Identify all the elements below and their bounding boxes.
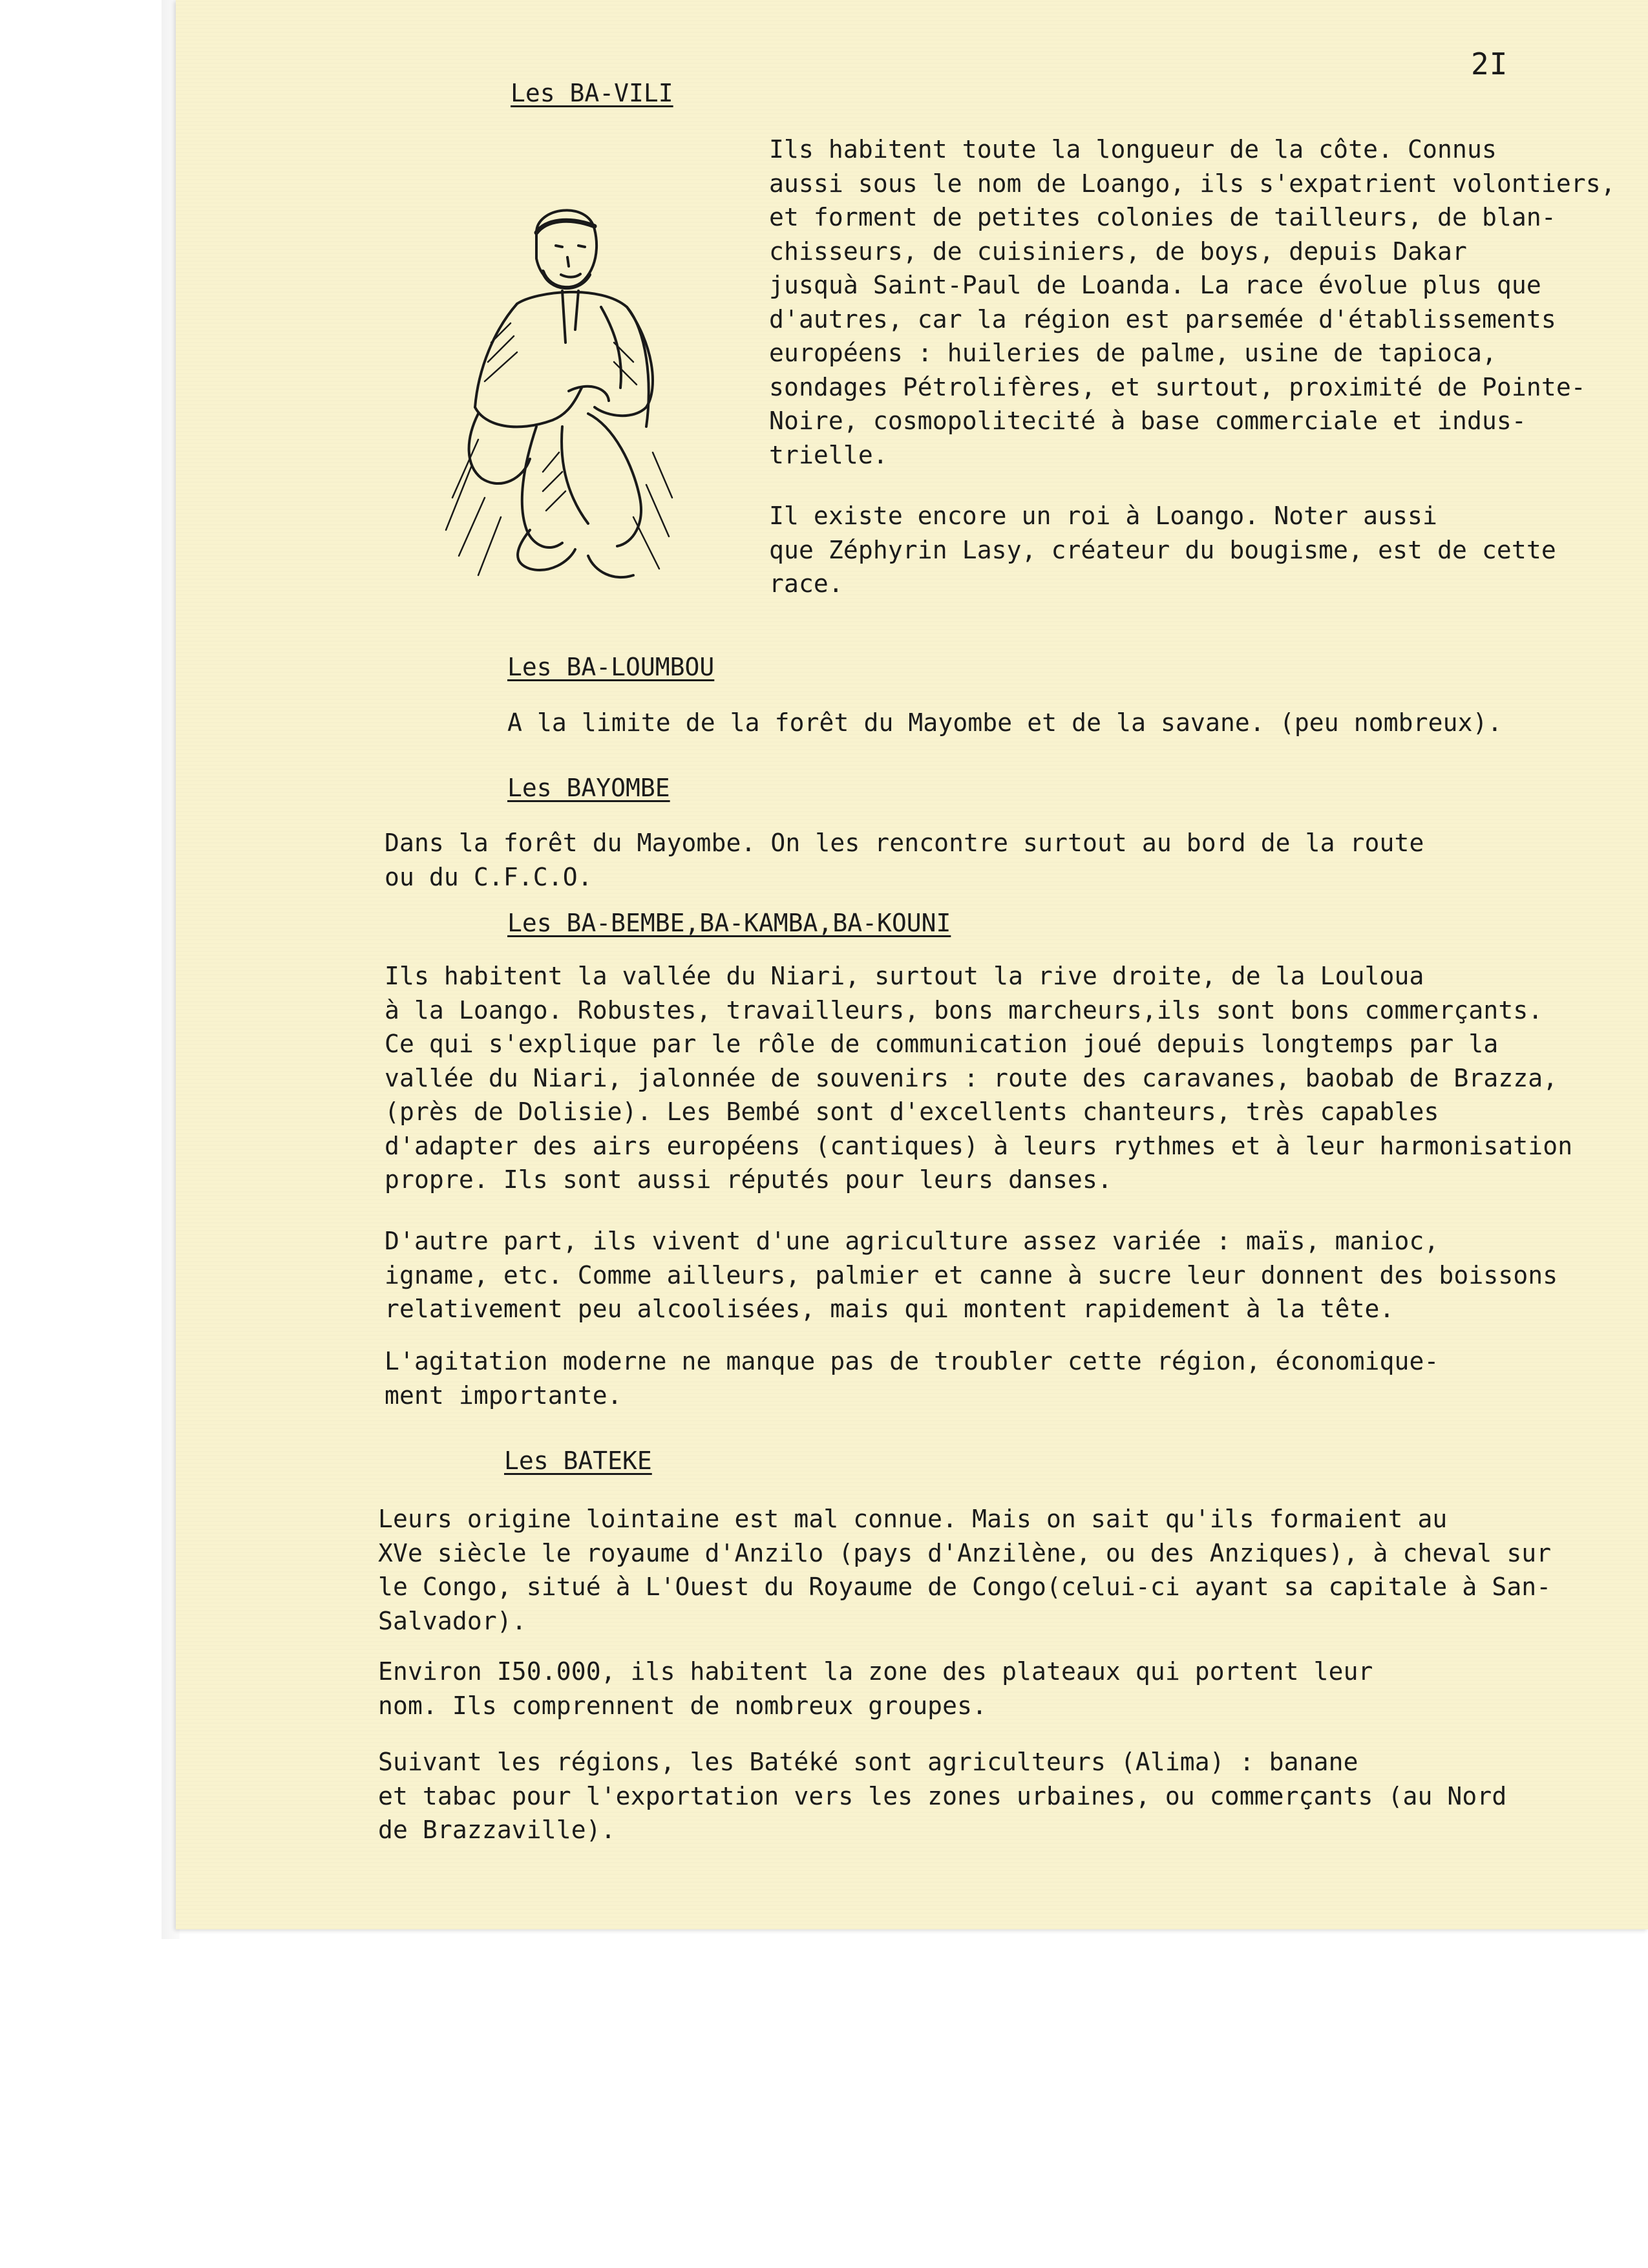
ba-bembe-paragraph-3: L'agitation moderne ne manque pas de troubler cette région, économique- ment importante. xyxy=(385,1347,1439,1410)
heading-ba-vili: Les BA-VILI xyxy=(511,79,673,107)
bateke-paragraph-1: Leurs origine lointaine est mal connue. Mais on sait qu'ils formaient au XVe siècle le royaume d'Anzilo (pays d'Anzilène, ou des Anziques), à cheval sur le Congo, situé à L'Ouest du Royaume de Congo(celui-ci ayant sa capitale à San- Salvador). xyxy=(378,1505,1552,1635)
ba-bembe-paragraph-1: Ils habitent la vallée du Niari, surtout la rive droite, de la Louloua à la Loango. Robustes, travailleurs, bons marcheurs,ils sont bons commerçants. Ce qui s'explique par le rôle de communication joué depuis longtemps par la vallée du Niari, jalonnée de souvenirs : route des caravanes, baobab de Brazza, (près de Dolisie). Les Bembé sont d'excellents chanteurs, très capables d'adapter des airs européens (cantiques) à leurs rythmes et à leur harmonisation propre. Ils sont aussi réputés pour leurs danses. xyxy=(385,962,1573,1194)
heading-bateke: Les BATEKE xyxy=(504,1447,652,1475)
heading-ba-loumbou: Les BA-LOUMBOU xyxy=(507,653,715,681)
heading-bayombe: Les BAYOMBE xyxy=(507,774,670,802)
seated-man-sketch-icon xyxy=(439,194,679,595)
ba-bembe-paragraph-2: D'autre part, ils vivent d'une agriculture assez variée : maïs, manioc, igname, etc. Comme ailleurs, palmier et canne à sucre leur donnent des boissons relativement peu alcoolisées, mais qui montent rapidement à la tête. xyxy=(385,1227,1558,1323)
page-number: 2I xyxy=(1471,47,1508,81)
ba-vili-paragraph-1: Ils habitent toute la longueur de la côte. Connus aussi sous le nom de Loango, ils s'expatrient volontiers, et forment de petites colonies de tailleurs, de blan- chisseurs, de cuisiniers, de boys, depuis Dakar jusquà Saint-Paul de Loanda. La race évolue plus que d'autres, car la région est parsemée d'établissements européens : huileries de palme, usine de tapioca, sondages Pétrolifères, et surtout, proximité de Pointe- Noire, cosmopolitecité à base commerciale et indus- trielle. xyxy=(769,135,1616,469)
bateke-paragraph-3: Suivant les régions, les Batéké sont agriculteurs (Alima) : banane et tabac pour l'exportation vers les zones urbaines, ou commerçants (au Nord de Brazzaville). xyxy=(378,1748,1507,1844)
ba-loumbou-paragraph-1: A la limite de la forêt du Mayombe et de la savane. (peu nombreux). xyxy=(507,708,1503,737)
heading-ba-bembe: Les BA-BEMBE,BA-KAMBA,BA-KOUNI xyxy=(507,909,951,937)
bateke-paragraph-2: Environ I50.000, ils habitent la zone des plateaux qui portent leur nom. Ils comprennent de nombreux groupes. xyxy=(378,1657,1373,1720)
ba-vili-paragraph-2: Il existe encore un roi à Loango. Noter aussi que Zéphyrin Lasy, créateur du bougisme, est de cette race. xyxy=(769,502,1556,598)
bayombe-paragraph-1: Dans la forêt du Mayombe. On les rencontre surtout au bord de la route ou du C.F.C.O. xyxy=(385,829,1424,891)
